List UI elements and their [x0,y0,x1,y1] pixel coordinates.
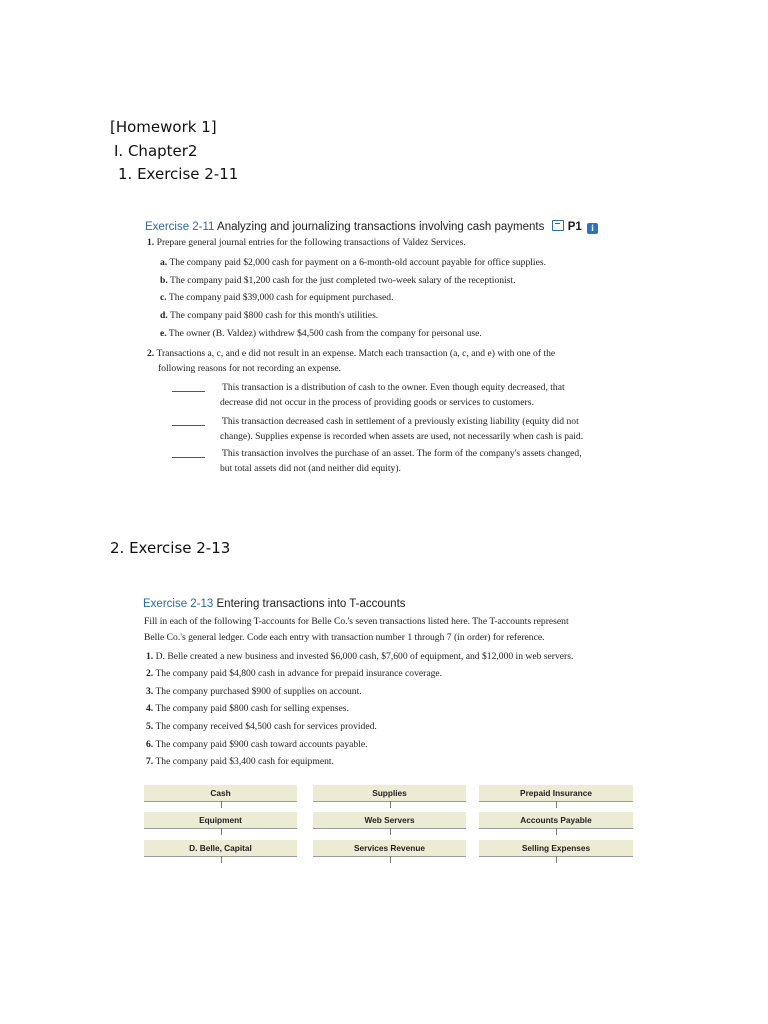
question-2-cont: following reasons for not recording an expense. [158,363,342,374]
t-account-cash: Cash [144,785,297,802]
t-account-supplies: Supplies [313,785,466,802]
transaction-d: d. The company paid $800 cash for this month's utilities. [160,310,379,321]
t-account-web-servers: Web Servers [313,812,466,829]
learning-objective-tag: P1 [567,221,582,233]
exercise-2-13-heading: 2. Exercise 2-13 [110,539,231,557]
exercise-number: Exercise 2-11 [145,221,215,233]
exercise-2-11-title [145,220,598,234]
t-account-equipment: Equipment [144,812,297,829]
transaction-5: 5. The company received $4,500 cash for services provided. [146,721,377,732]
chapter-heading: Ⅰ. Chapter2 [114,142,198,160]
transaction-1: 1. D. Belle created a new business and invested $6,000 cash, $7,600 of equipment, and $12,000 in web servers. [146,651,574,662]
intro-line-1: Fill in each of the following T-accounts for Belle Co.'s seven transactions listed here. The T-accounts represent [144,616,569,627]
exercise-2-13-title [143,598,406,610]
transaction-a: a. The company paid $2,000 cash for payment on a 6-month-old account payable for office supplies. [160,257,546,268]
exercise-2-11-heading: 1. Exercise 2-11 [118,165,239,183]
reason-3-line2: but total assets did not (and neither did equity). [220,463,401,474]
transaction-4: 4. The company paid $800 cash for selling expenses. [146,703,349,714]
transaction-3: 3. The company purchased $900 of supplies on account. [146,686,362,697]
t-account-services-revenue: Services Revenue [313,840,466,857]
reason-2-line2: change). Supplies expense is recorded when assets are used, not necessarily when cash is paid. [220,431,584,442]
t-account-prepaid-insurance: Prepaid Insurance [479,785,633,802]
exercise-title: Entering transactions into T-accounts [216,598,406,610]
exercise-title: Analyzing and journalizing transactions involving cash payments [217,221,545,233]
question-2: 2. Transactions a, c, and e did not result in an expense. Match each transaction (a, c, and e) with one of the [147,348,556,359]
reason-1-line1: This transaction is a distribution of cash to the owner. Even though equity decreased, that [222,382,565,393]
info-icon: i [587,223,598,234]
t-account-selling-expenses: Selling Expenses [479,840,633,857]
transaction-b: b. The company paid $1,200 cash for the just completed two-week salary of the receptionist. [160,275,516,286]
homework-title: [Homework 1] [110,118,217,136]
intro-line-2: Belle Co.'s general ledger. Code each entry with transaction number 1 through 7 (in order) for reference. [144,632,545,643]
transaction-c: c. The company paid $39,000 cash for equipment purchased. [160,292,394,303]
answer-blank[interactable] [172,391,205,392]
reason-1-line2: decrease did not occur in the process of providing goods or services to customers. [220,397,534,408]
transaction-6: 6. The company paid $900 cash toward accounts payable. [146,739,368,750]
transaction-2: 2. The company paid $4,800 cash in advance for prepaid insurance coverage. [146,668,443,679]
worksheet-icon [552,220,564,231]
transaction-7: 7. The company paid $3,400 cash for equipment. [146,756,334,767]
t-account-accounts-payable: Accounts Payable [479,812,633,829]
reason-3-line1: This transaction involves the purchase of an asset. The form of the company's assets changed, [222,448,582,459]
t-account-capital: D. Belle, Capital [144,840,297,857]
answer-blank[interactable] [172,425,205,426]
question-1: 1. Prepare general journal entries for the following transactions of Valdez Services. [147,237,466,248]
answer-blank[interactable] [172,457,205,458]
transaction-e: e. The owner (B. Valdez) withdrew $4,500 cash from the company for personal use. [160,328,482,339]
exercise-2-11-image [0,0,768,500]
reason-2-line1: This transaction decreased cash in settlement of a previously existing liability (equity did not [222,416,579,427]
exercise-number: Exercise 2-13 [143,598,214,610]
